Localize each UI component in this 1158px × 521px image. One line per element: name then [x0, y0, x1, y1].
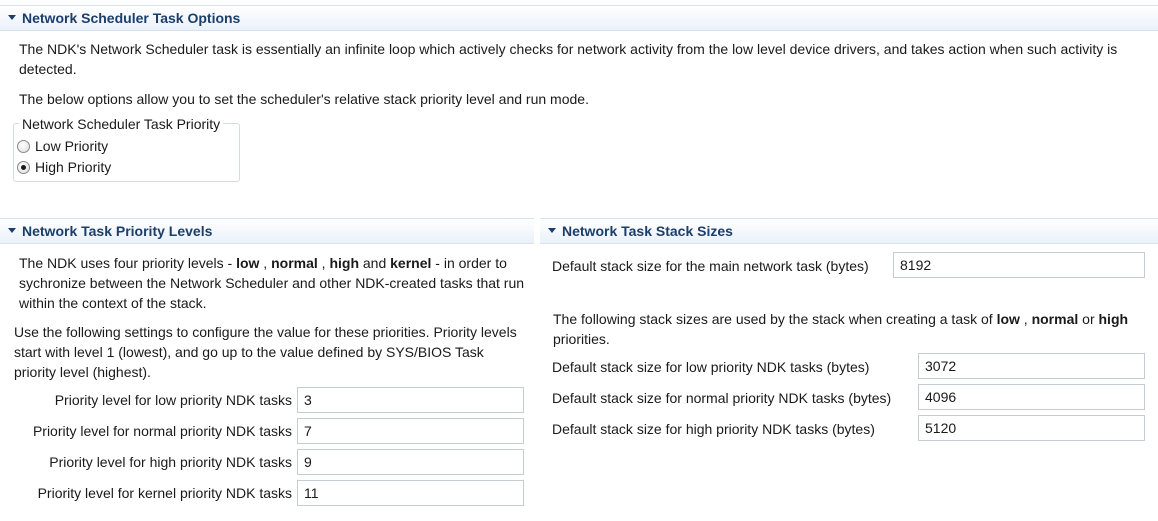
collapse-triangle-icon[interactable] [548, 228, 556, 233]
low-stack-label: Default stack size for low priority NDK tasks (bytes) [552, 359, 870, 375]
high-stack-input[interactable] [918, 415, 1145, 441]
separator: , [1019, 311, 1032, 327]
high-stack-label: Default stack size for high priority NDK tasks (bytes) [552, 421, 875, 437]
stack-section-header[interactable] [540, 218, 1158, 244]
high-priority-label: Priority level for high priority NDK tasks [49, 454, 292, 470]
level-low: low [236, 255, 260, 271]
scheduler-section-title: Network Scheduler Task Options [22, 10, 241, 26]
kernel-priority-input[interactable] [297, 480, 524, 506]
priority-section-title: Network Task Priority Levels [22, 223, 213, 239]
priority-description: Use the following settings to configure the value for these priorities. Priority levels start with level 1 (lowest), and go up to the value defined by SYS/BIOS Task priority level (highest). [14, 324, 517, 380]
level-normal: normal [271, 255, 318, 271]
separator: , [259, 255, 272, 271]
radio-button-selected-icon[interactable] [17, 161, 30, 174]
low-priority-input[interactable] [297, 387, 524, 413]
level-high: high [329, 255, 359, 271]
low-priority-label: Priority level for low priority NDK tasks [54, 392, 292, 408]
radio-low-priority[interactable] [17, 136, 108, 156]
level-normal: normal [1031, 311, 1079, 327]
kernel-priority-label: Priority level for kernel priority NDK tasks [37, 485, 292, 501]
scheduler-options-description: The below options allow you to set the scheduler's relative stack priority level and run mode. [19, 91, 589, 107]
desc-text: The following stack sizes are used by the stack when creating a task of [553, 311, 997, 327]
scheduler-priority-group-label: Network Scheduler Task Priority [19, 115, 223, 133]
priority-section-header[interactable] [0, 218, 534, 244]
collapse-triangle-icon[interactable] [8, 228, 16, 233]
radio-low-priority-label: Low Priority [35, 138, 109, 154]
scheduler-section-header[interactable] [0, 5, 1158, 31]
radio-button-icon[interactable] [17, 140, 30, 153]
conjunction: or [1078, 311, 1099, 327]
scheduler-description: The NDK's Network Scheduler task is essentially an infinite loop which actively checks for network activity from the low level device drivers, and takes action when such activity is detected. [19, 41, 1118, 77]
priority-intro [19, 253, 525, 313]
separator: , [317, 255, 330, 271]
normal-priority-label: Priority level for normal priority NDK tasks [32, 423, 292, 439]
intro-text-end: - in order to sychronize between the Network Scheduler and other NDK-created tasks that run within the context of the stack. [19, 255, 525, 311]
level-low: low [996, 311, 1020, 327]
main-stack-input[interactable] [893, 252, 1145, 278]
low-stack-input[interactable] [918, 353, 1145, 379]
intro-text: The NDK uses four priority levels - [19, 255, 237, 271]
level-high: high [1098, 311, 1129, 327]
collapse-triangle-icon[interactable] [8, 15, 16, 20]
main-stack-label: Default stack size for the main network task (bytes) [552, 258, 869, 274]
radio-high-priority[interactable] [17, 157, 111, 177]
desc-text-end: priorities. [553, 331, 610, 347]
stack-section-title: Network Task Stack Sizes [562, 223, 733, 239]
conjunction: and [359, 255, 391, 271]
radio-high-priority-label: High Priority [35, 159, 112, 175]
stack-description [553, 309, 1143, 349]
normal-priority-input[interactable] [297, 418, 524, 444]
high-priority-input[interactable] [297, 449, 524, 475]
level-kernel: kernel [390, 255, 432, 271]
normal-stack-input[interactable] [918, 384, 1145, 410]
normal-stack-label: Default stack size for normal priority NDK tasks (bytes) [552, 390, 892, 406]
